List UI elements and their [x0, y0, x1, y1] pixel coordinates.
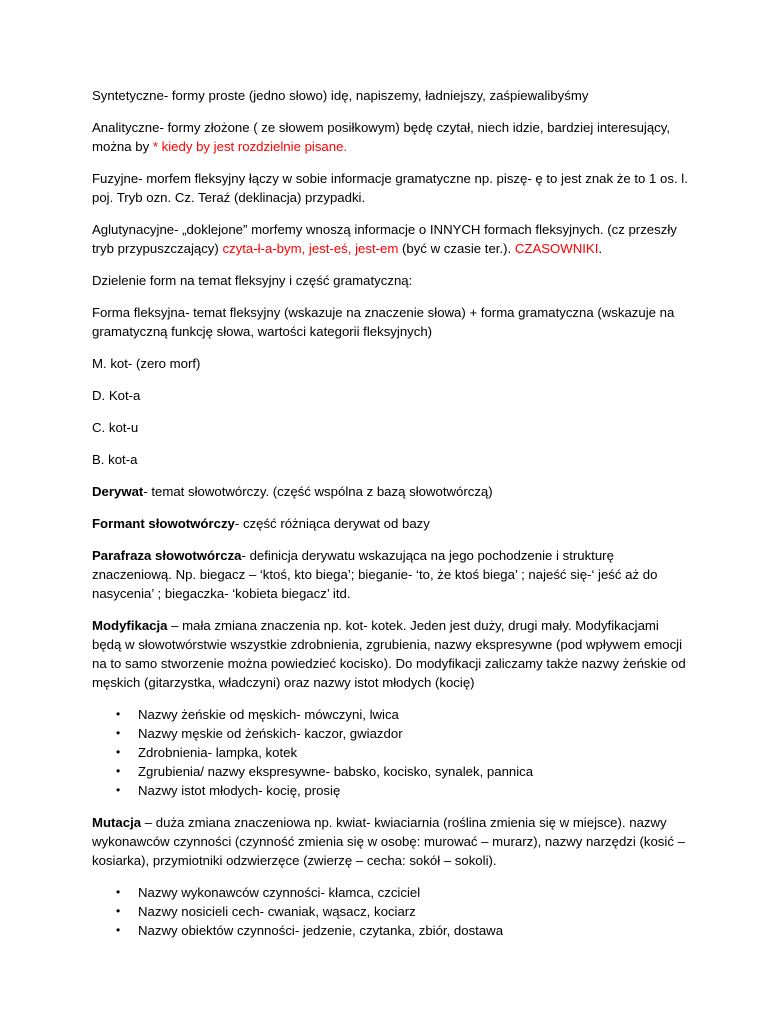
list-item [92, 705, 688, 724]
paragraph-forma-fleksyjna [92, 303, 688, 341]
text-case-c: C. kot-u [92, 420, 139, 435]
text-syntetyczne: Syntetyczne- formy proste (jedno słowo) idę, napiszemy, ładniejszy, zaśpiewalibyśmy [92, 88, 589, 103]
list-item [92, 902, 688, 921]
list-item-text: Nazwy obiektów czynności- jedzenie, czytanka, zbiór, dostawa [138, 923, 504, 938]
list-item-text: Nazwy męskie od żeńskich- kaczor, gwiazdor [138, 726, 403, 741]
text-case-d: D. Kot-a [92, 388, 141, 403]
text-period: . [598, 241, 603, 256]
list-item [92, 724, 688, 743]
text-aglutynacyjne: Aglutynacyjne- „doklejone” morfemy wnoszą informacje o INNYCH formach fleksyjnych. (cz przeszły tryb przypuszczający) [92, 222, 677, 256]
bullet-icon: • [116, 783, 121, 797]
term-derywat: Derywat [92, 484, 144, 499]
case-celownik [92, 418, 688, 437]
text-analityczne: Analityczne- formy złożone ( ze słowem posiłkowym) będę czytał, niech idzie, bardziej interesujący, można by [92, 120, 671, 154]
note-czasowniki: CZASOWNIKI [514, 241, 599, 256]
term-formant: Formant słowotwórczy [92, 516, 235, 531]
text-forma-fleksyjna: Forma fleksyjna- temat fleksyjny (wskazuje na znaczenie słowa) + forma gramatyczna (wskazuje na gramatyczną funkcję słowa, wartości kategorii fleksyjnych) [92, 305, 675, 339]
text-fuzyjne: Fuzyjne- morfem fleksyjny łączy w sobie informacje gramatyczne np. piszę- ę to jest znak że to 1 os. l. poj. Tryb ozn. Cz. Teraź (deklinacja) przypadki. [92, 171, 688, 205]
term-mutacja: Mutacja [92, 815, 142, 830]
bullet-icon: • [116, 745, 121, 759]
bullet-icon: • [116, 904, 121, 918]
list-item-text: Nazwy istot młodych- kocię, prosię [138, 783, 341, 798]
list-item-text: Zdrobnienia- lampka, kotek [138, 745, 298, 760]
def-derywat: - temat słowotwórczy. (część wspólna z bazą słowotwórczą) [143, 484, 493, 499]
def-parafraza: - definicja derywatu wskazująca na jego pochodzenie i strukturę znaczeniową. Np. biegacz – ‘ktoś, kto biega’; bieganie- ‘to, że ktoś biega’ ; najeść się-‘ jeść aż do nasycenia’ ; biegaczka- ‘kobieta biegacz’ itd. [92, 548, 658, 601]
paragraph-mutacja [92, 813, 688, 870]
list-modyfikacja [92, 705, 688, 800]
def-mutacja: – duża zmiana znaczeniowa np. kwiat- kwiaciarnia (roślina zmienia się w miejsce). nazwy wykonawców czynności (czynność zmienia się w osobę: murować – murarz), nazwy narzędzi (kosić – kosiarka), przymiotniki odzwierzęce (zwierzę – cecha: sokół – sokoli). [92, 815, 685, 868]
case-biernik [92, 450, 688, 469]
paragraph-derywat [92, 482, 688, 501]
bullet-icon: • [116, 726, 121, 740]
list-item [92, 883, 688, 902]
paragraph-syntetyczne [92, 86, 688, 105]
list-item-text: Nazwy wykonawców czynności- kłamca, czciciel [138, 885, 421, 900]
paragraph-parafraza [92, 546, 688, 603]
example-forms: czyta-ł-a-bym, jest-eś, jest-em [222, 241, 399, 256]
case-dopelniacz [92, 386, 688, 405]
paragraph-fuzyjne [92, 169, 688, 207]
paragraph-analityczne [92, 118, 688, 156]
paragraph-formant [92, 514, 688, 533]
bullet-icon: • [116, 885, 121, 899]
list-item-text: Nazwy żeńskie od męskich- mówczyni, lwica [138, 707, 399, 722]
term-parafraza: Parafraza słowotwórcza [92, 548, 242, 563]
text-byc: (być w czasie ter.). [398, 241, 515, 256]
paragraph-aglutynacyjne [92, 220, 688, 258]
case-mianownik [92, 354, 688, 373]
paragraph-dzielenie [92, 271, 688, 290]
paragraph-modyfikacja [92, 616, 688, 692]
text-dzielenie: Dzielenie form na temat fleksyjny i część gramatyczną: [92, 273, 413, 288]
bullet-icon: • [116, 707, 121, 721]
list-item [92, 762, 688, 781]
text-case-b: B. kot-a [92, 452, 138, 467]
list-item-text: Nazwy nosicieli cech- cwaniak, wąsacz, kociarz [138, 904, 416, 919]
note-kiedy-by: * kiedy by jest rozdzielnie pisane. [152, 139, 348, 154]
list-item-text: Zgrubienia/ nazwy ekspresywne- babsko, kocisko, synalek, pannica [138, 764, 534, 779]
text-case-m: M. kot- (zero morf) [92, 356, 201, 371]
list-item [92, 921, 688, 940]
term-modyfikacja: Modyfikacja [92, 618, 168, 633]
def-formant: - część różniąca derywat od bazy [234, 516, 430, 531]
bullet-icon: • [116, 764, 121, 778]
bullet-icon: • [116, 923, 121, 937]
list-mutacja [92, 883, 688, 940]
list-item [92, 781, 688, 800]
def-modyfikacja: – mała zmiana znaczenia np. kot- kotek. Jeden jest duży, drugi mały. Modyfikacjami będą w słowotwórstwie wszystkie zdrobnienia, zgrubienia, nazwy ekspresywne (pod wpływem emocji na to samo stworzenie można powiedzieć kocisko). Do modyfikacji zaliczamy także nazwy żeńskie od męskich (gitarzystka, władczyni) oraz nazwy istot młodych (kocię) [92, 618, 686, 690]
list-item [92, 743, 688, 762]
